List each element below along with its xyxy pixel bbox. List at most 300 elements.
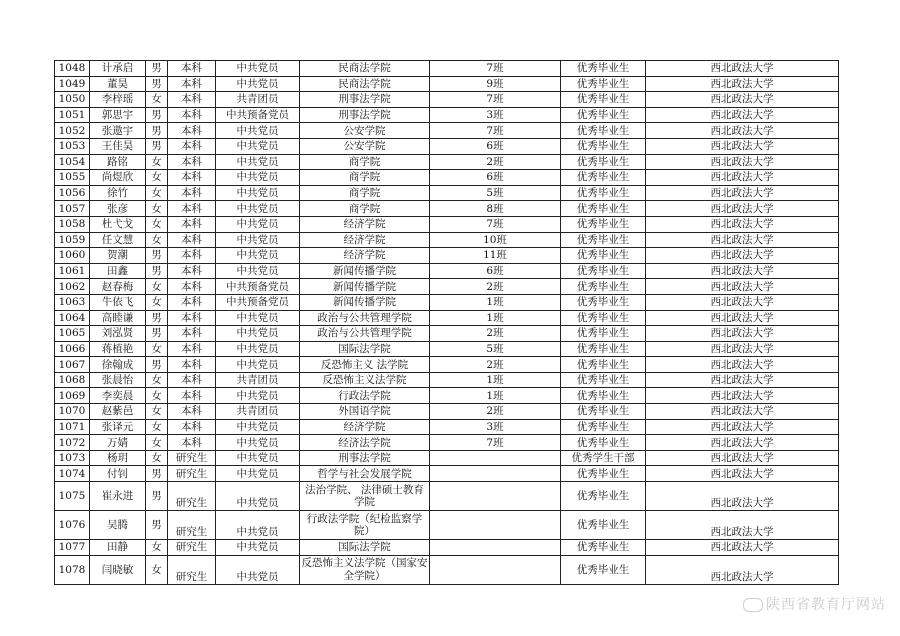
education-level-cell: 本科 [168, 326, 216, 342]
college-cell: 商学院 [300, 154, 430, 170]
award-cell: 优秀毕业生 [561, 555, 646, 584]
award-cell: 优秀毕业生 [561, 419, 646, 435]
table-row [55, 310, 839, 326]
table-row [55, 216, 839, 232]
class-cell: 6班 [430, 170, 561, 186]
gender-cell: 女 [146, 170, 168, 186]
political-status-cell: 中共预备党员 [216, 279, 300, 295]
row-number-cell: 1052 [55, 123, 90, 139]
award-cell: 优秀毕业生 [561, 154, 646, 170]
education-level-cell: 本科 [168, 294, 216, 310]
row-number-cell: 1078 [55, 555, 90, 584]
row-number-cell: 1055 [55, 170, 90, 186]
class-cell: 3班 [430, 419, 561, 435]
row-number-cell: 1059 [55, 232, 90, 248]
gender-cell: 女 [146, 294, 168, 310]
education-level-cell: 本科 [168, 435, 216, 451]
education-level-cell: 本科 [168, 372, 216, 388]
row-number-cell: 1071 [55, 419, 90, 435]
class-cell: 11班 [430, 248, 561, 264]
table-row [55, 279, 839, 295]
political-status-cell: 中共党员 [216, 170, 300, 186]
award-cell: 优秀毕业生 [561, 279, 646, 295]
award-cell: 优秀毕业生 [561, 185, 646, 201]
political-status-cell: 中共党员 [216, 326, 300, 342]
gender-cell: 男 [146, 76, 168, 92]
award-cell: 优秀毕业生 [561, 310, 646, 326]
education-level-cell: 研究生 [168, 482, 216, 511]
gender-cell: 男 [146, 107, 168, 123]
university-cell: 西北政法大学 [646, 170, 839, 186]
award-cell: 优秀毕业生 [561, 341, 646, 357]
university-cell: 西北政法大学 [646, 232, 839, 248]
table-row [55, 540, 839, 556]
award-cell: 优秀毕业生 [561, 482, 646, 511]
class-cell: 2班 [430, 404, 561, 420]
university-cell: 西北政法大学 [646, 357, 839, 373]
college-cell: 新闻传播学院 [300, 294, 430, 310]
education-level-cell: 本科 [168, 404, 216, 420]
education-level-cell: 本科 [168, 419, 216, 435]
award-cell: 优秀毕业生 [561, 540, 646, 556]
college-cell: 经济学院 [300, 419, 430, 435]
gender-cell: 女 [146, 555, 168, 584]
class-cell [430, 466, 561, 482]
college-cell: 反恐怖主义法学院（国家安全学院） [300, 555, 430, 584]
university-cell: 西北政法大学 [646, 154, 839, 170]
political-status-cell: 中共党员 [216, 201, 300, 217]
class-cell: 8班 [430, 201, 561, 217]
table-row [55, 482, 839, 511]
university-cell: 西北政法大学 [646, 61, 839, 77]
gender-cell: 女 [146, 216, 168, 232]
student-name-cell: 徐竹 [90, 185, 146, 201]
university-cell: 西北政法大学 [646, 279, 839, 295]
class-cell [430, 555, 561, 584]
college-cell: 政治与公共管理学院 [300, 326, 430, 342]
row-number-cell: 1050 [55, 92, 90, 108]
student-name-cell: 张晨怡 [90, 372, 146, 388]
class-cell: 3班 [430, 107, 561, 123]
table-row [55, 435, 839, 451]
student-name-cell: 郭思宇 [90, 107, 146, 123]
political-status-cell: 中共党员 [216, 61, 300, 77]
award-cell: 优秀毕业生 [561, 232, 646, 248]
political-status-cell: 中共党员 [216, 263, 300, 279]
education-level-cell: 本科 [168, 76, 216, 92]
table-row [55, 419, 839, 435]
university-cell: 西北政法大学 [646, 76, 839, 92]
gender-cell: 女 [146, 154, 168, 170]
row-number-cell: 1077 [55, 540, 90, 556]
political-status-cell: 中共党员 [216, 435, 300, 451]
award-cell: 优秀毕业生 [561, 263, 646, 279]
gender-cell: 男 [146, 357, 168, 373]
row-number-cell: 1057 [55, 201, 90, 217]
table-row [55, 154, 839, 170]
college-cell: 经济学院 [300, 216, 430, 232]
university-cell: 西北政法大学 [646, 263, 839, 279]
award-cell: 优秀毕业生 [561, 92, 646, 108]
gender-cell: 女 [146, 279, 168, 295]
class-cell: 2班 [430, 154, 561, 170]
gender-cell: 女 [146, 232, 168, 248]
university-cell: 西北政法大学 [646, 404, 839, 420]
row-number-cell: 1058 [55, 216, 90, 232]
college-cell: 政治与公共管理学院 [300, 310, 430, 326]
class-cell: 6班 [430, 138, 561, 154]
gender-cell: 女 [146, 540, 168, 556]
gender-cell: 女 [146, 435, 168, 451]
table-row [55, 555, 839, 584]
table-row [55, 170, 839, 186]
political-status-cell: 中共党员 [216, 216, 300, 232]
watermark [743, 594, 886, 614]
university-cell: 西北政法大学 [646, 216, 839, 232]
education-level-cell: 本科 [168, 123, 216, 139]
political-status-cell: 中共预备党员 [216, 294, 300, 310]
row-number-cell: 1053 [55, 138, 90, 154]
university-cell: 西北政法大学 [646, 92, 839, 108]
political-status-cell: 中共党员 [216, 357, 300, 373]
class-cell: 1班 [430, 310, 561, 326]
row-number-cell: 1075 [55, 482, 90, 511]
political-status-cell: 中共党员 [216, 555, 300, 584]
education-level-cell: 本科 [168, 388, 216, 404]
education-level-cell: 本科 [168, 138, 216, 154]
table-row [55, 138, 839, 154]
university-cell: 西北政法大学 [646, 435, 839, 451]
table-row [55, 511, 839, 540]
college-cell: 国际法学院 [300, 341, 430, 357]
education-level-cell: 研究生 [168, 511, 216, 540]
class-cell [430, 540, 561, 556]
student-name-cell: 赵紫邑 [90, 404, 146, 420]
university-cell: 西北政法大学 [646, 123, 839, 139]
table-row [55, 123, 839, 139]
political-status-cell: 共青团员 [216, 372, 300, 388]
political-status-cell: 共青团员 [216, 92, 300, 108]
student-name-cell: 杜弋戈 [90, 216, 146, 232]
class-cell: 7班 [430, 92, 561, 108]
university-cell: 西北政法大学 [646, 107, 839, 123]
education-level-cell: 研究生 [168, 466, 216, 482]
award-cell: 优秀毕业生 [561, 138, 646, 154]
education-level-cell: 本科 [168, 232, 216, 248]
university-cell: 西北政法大学 [646, 388, 839, 404]
row-number-cell: 1068 [55, 372, 90, 388]
table-row [55, 92, 839, 108]
gender-cell: 男 [146, 326, 168, 342]
university-cell: 西北政法大学 [646, 326, 839, 342]
gender-cell: 男 [146, 466, 168, 482]
class-cell: 9班 [430, 76, 561, 92]
political-status-cell: 中共党员 [216, 123, 300, 139]
gender-cell: 女 [146, 201, 168, 217]
student-name-cell: 万婧 [90, 435, 146, 451]
university-cell: 西北政法大学 [646, 540, 839, 556]
university-cell: 西北政法大学 [646, 372, 839, 388]
class-cell [430, 482, 561, 511]
education-level-cell: 本科 [168, 107, 216, 123]
student-name-cell: 田静 [90, 540, 146, 556]
college-cell: 外国语学院 [300, 404, 430, 420]
row-number-cell: 1069 [55, 388, 90, 404]
gender-cell: 女 [146, 404, 168, 420]
political-status-cell: 中共党员 [216, 248, 300, 264]
class-cell: 5班 [430, 341, 561, 357]
award-cell: 优秀毕业生 [561, 435, 646, 451]
education-level-cell: 本科 [168, 341, 216, 357]
student-name-cell: 贺潮 [90, 248, 146, 264]
student-name-cell: 蒋植艳 [90, 341, 146, 357]
table-row [55, 326, 839, 342]
award-cell: 优秀毕业生 [561, 107, 646, 123]
education-level-cell: 本科 [168, 61, 216, 77]
row-number-cell: 1074 [55, 466, 90, 482]
education-level-cell: 研究生 [168, 540, 216, 556]
student-name-cell: 任文慧 [90, 232, 146, 248]
class-cell: 1班 [430, 388, 561, 404]
award-cell: 优秀毕业生 [561, 170, 646, 186]
row-number-cell: 1049 [55, 76, 90, 92]
student-name-cell: 路铭 [90, 154, 146, 170]
award-cell: 优秀毕业生 [561, 372, 646, 388]
university-cell: 西北政法大学 [646, 419, 839, 435]
class-cell: 2班 [430, 357, 561, 373]
gender-cell: 女 [146, 341, 168, 357]
watermark-text: 陕西省教育厅网站 [766, 597, 886, 613]
class-cell: 1班 [430, 294, 561, 310]
student-name-cell: 王佳昊 [90, 138, 146, 154]
political-status-cell: 中共党员 [216, 138, 300, 154]
gender-cell: 女 [146, 185, 168, 201]
award-cell: 优秀毕业生 [561, 388, 646, 404]
cloud-logo-icon [743, 598, 763, 612]
row-number-cell: 1076 [55, 511, 90, 540]
education-level-cell: 本科 [168, 185, 216, 201]
student-name-cell: 牛依飞 [90, 294, 146, 310]
award-cell: 优秀毕业生 [561, 123, 646, 139]
gender-cell: 男 [146, 263, 168, 279]
college-cell: 哲学与社会发展学院 [300, 466, 430, 482]
award-cell: 优秀毕业生 [561, 61, 646, 77]
university-cell: 西北政法大学 [646, 341, 839, 357]
class-cell: 7班 [430, 61, 561, 77]
class-cell: 6班 [430, 263, 561, 279]
class-cell: 2班 [430, 279, 561, 295]
table-row [55, 466, 839, 482]
college-cell: 新闻传播学院 [300, 279, 430, 295]
education-level-cell: 本科 [168, 357, 216, 373]
education-level-cell: 本科 [168, 263, 216, 279]
table-row [55, 341, 839, 357]
political-status-cell: 共青团员 [216, 404, 300, 420]
row-number-cell: 1062 [55, 279, 90, 295]
college-cell: 经济学院 [300, 248, 430, 264]
student-name-cell: 吴腾 [90, 511, 146, 540]
political-status-cell: 中共党员 [216, 341, 300, 357]
gender-cell: 男 [146, 123, 168, 139]
class-cell [430, 511, 561, 540]
political-status-cell: 中共党员 [216, 154, 300, 170]
student-name-cell: 崔永进 [90, 482, 146, 511]
row-number-cell: 1066 [55, 341, 90, 357]
award-cell: 优秀毕业生 [561, 201, 646, 217]
university-cell: 西北政法大学 [646, 482, 839, 511]
award-cell: 优秀毕业生 [561, 76, 646, 92]
education-level-cell: 本科 [168, 154, 216, 170]
college-cell: 民商法学院 [300, 76, 430, 92]
political-status-cell: 中共党员 [216, 450, 300, 466]
education-level-cell: 本科 [168, 92, 216, 108]
university-cell: 西北政法大学 [646, 555, 839, 584]
university-cell: 西北政法大学 [646, 248, 839, 264]
row-number-cell: 1056 [55, 185, 90, 201]
college-cell: 新闻传播学院 [300, 263, 430, 279]
education-level-cell: 本科 [168, 170, 216, 186]
university-cell: 西北政法大学 [646, 310, 839, 326]
class-cell: 2班 [430, 326, 561, 342]
table-row [55, 388, 839, 404]
class-cell [430, 450, 561, 466]
class-cell: 7班 [430, 123, 561, 139]
university-cell: 西北政法大学 [646, 466, 839, 482]
education-level-cell: 本科 [168, 216, 216, 232]
college-cell: 行政法学院（纪检监察学院） [300, 511, 430, 540]
gender-cell: 女 [146, 450, 168, 466]
class-cell: 1班 [430, 372, 561, 388]
political-status-cell: 中共党员 [216, 76, 300, 92]
table-row [55, 61, 839, 77]
political-status-cell: 中共党员 [216, 419, 300, 435]
college-cell: 公安学院 [300, 138, 430, 154]
college-cell: 经济学院 [300, 232, 430, 248]
college-cell: 反恐怖主义法学院 [300, 372, 430, 388]
table-row [55, 357, 839, 373]
university-cell: 西北政法大学 [646, 138, 839, 154]
row-number-cell: 1061 [55, 263, 90, 279]
education-level-cell: 研究生 [168, 450, 216, 466]
political-status-cell: 中共党员 [216, 310, 300, 326]
student-name-cell: 董昊 [90, 76, 146, 92]
student-name-cell: 李奕晨 [90, 388, 146, 404]
college-cell: 刑事法学院 [300, 107, 430, 123]
university-cell: 西北政法大学 [646, 201, 839, 217]
student-name-cell: 赵春梅 [90, 279, 146, 295]
student-name-cell: 高睦谦 [90, 310, 146, 326]
university-cell: 西北政法大学 [646, 185, 839, 201]
row-number-cell: 1072 [55, 435, 90, 451]
college-cell: 刑事法学院 [300, 450, 430, 466]
student-name-cell: 田鑫 [90, 263, 146, 279]
college-cell: 行政法学院 [300, 388, 430, 404]
political-status-cell: 中共党员 [216, 232, 300, 248]
political-status-cell: 中共党员 [216, 511, 300, 540]
gender-cell: 男 [146, 310, 168, 326]
college-cell: 反恐怖主义 法学院 [300, 357, 430, 373]
college-cell: 法治学院、 法律硕士教育学院 [300, 482, 430, 511]
gender-cell: 男 [146, 248, 168, 264]
row-number-cell: 1060 [55, 248, 90, 264]
college-cell: 国际法学院 [300, 540, 430, 556]
gender-cell: 男 [146, 482, 168, 511]
university-cell: 西北政法大学 [646, 294, 839, 310]
award-cell: 优秀毕业生 [561, 511, 646, 540]
table-row [55, 107, 839, 123]
table-row [55, 185, 839, 201]
political-status-cell: 中共党员 [216, 540, 300, 556]
education-level-cell: 本科 [168, 279, 216, 295]
gender-cell: 女 [146, 419, 168, 435]
table-row [55, 76, 839, 92]
student-name-cell: 张彦 [90, 201, 146, 217]
education-level-cell: 本科 [168, 201, 216, 217]
university-cell: 西北政法大学 [646, 450, 839, 466]
row-number-cell: 1073 [55, 450, 90, 466]
college-cell: 公安学院 [300, 123, 430, 139]
education-level-cell: 本科 [168, 248, 216, 264]
award-cell: 优秀毕业生 [561, 466, 646, 482]
row-number-cell: 1054 [55, 154, 90, 170]
student-name-cell: 徐翰成 [90, 357, 146, 373]
political-status-cell: 中共党员 [216, 482, 300, 511]
table-row [55, 450, 839, 466]
class-cell: 10班 [430, 232, 561, 248]
award-cell: 优秀毕业生 [561, 326, 646, 342]
education-level-cell: 本科 [168, 310, 216, 326]
gender-cell: 男 [146, 511, 168, 540]
row-number-cell: 1048 [55, 61, 90, 77]
student-name-cell: 尚煜欣 [90, 170, 146, 186]
table-row [55, 232, 839, 248]
gender-cell: 女 [146, 372, 168, 388]
row-number-cell: 1067 [55, 357, 90, 373]
table-row [55, 372, 839, 388]
political-status-cell: 中共党员 [216, 466, 300, 482]
award-cell: 优秀毕业生 [561, 404, 646, 420]
row-number-cell: 1051 [55, 107, 90, 123]
college-cell: 商学院 [300, 170, 430, 186]
gender-cell: 女 [146, 92, 168, 108]
table-row [55, 201, 839, 217]
award-cell: 优秀毕业生 [561, 294, 646, 310]
college-cell: 商学院 [300, 201, 430, 217]
student-name-cell: 计承启 [90, 61, 146, 77]
table-row [55, 294, 839, 310]
university-cell: 西北政法大学 [646, 511, 839, 540]
gender-cell: 男 [146, 61, 168, 77]
table-row [55, 263, 839, 279]
college-cell: 经济法学院 [300, 435, 430, 451]
table-row [55, 404, 839, 420]
class-cell: 5班 [430, 185, 561, 201]
education-level-cell: 研究生 [168, 555, 216, 584]
college-cell: 民商法学院 [300, 61, 430, 77]
political-status-cell: 中共党员 [216, 388, 300, 404]
class-cell: 7班 [430, 435, 561, 451]
gender-cell: 男 [146, 138, 168, 154]
college-cell: 刑事法学院 [300, 92, 430, 108]
row-number-cell: 1065 [55, 326, 90, 342]
award-cell: 优秀毕业生 [561, 357, 646, 373]
graduate-list-table [54, 60, 839, 585]
student-name-cell: 闫晓敏 [90, 555, 146, 584]
political-status-cell: 中共预备党员 [216, 107, 300, 123]
student-name-cell: 张遨宇 [90, 123, 146, 139]
row-number-cell: 1070 [55, 404, 90, 420]
student-name-cell: 杨玥 [90, 450, 146, 466]
